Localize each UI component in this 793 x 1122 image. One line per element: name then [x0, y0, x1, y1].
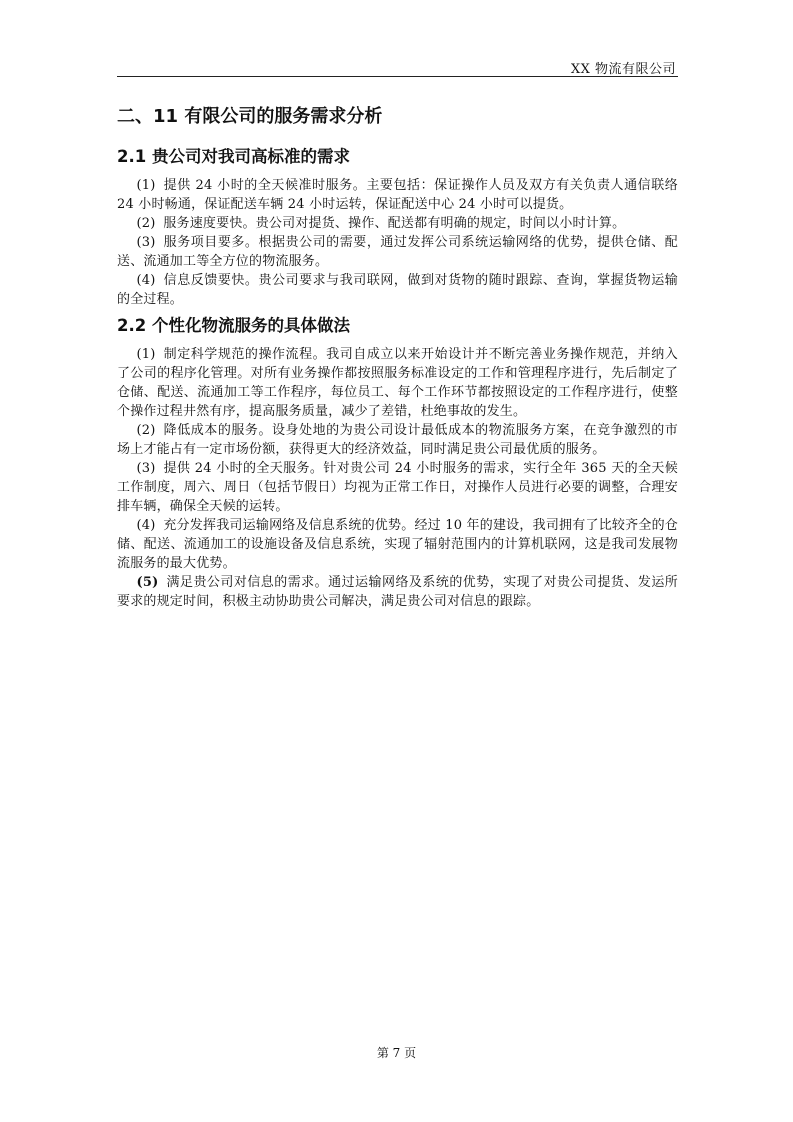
item-number: (5) — [136, 575, 159, 590]
item-text: 降低成本的服务。设身处地的为贵公司设计最低成本的物流服务方案，在竞争激烈的市场上才能占有一定市场份额，获得更大的经济效益，同时满足贵公司最优质的服务。 — [117, 423, 678, 457]
section-heading: 2.1 贵公司对我司高标准的需求 — [117, 147, 350, 166]
item-text: 充分发挥我司运输网络及信息系统的优势。经过 10 年的建设，我司拥有了比较齐全的仓储、配送、流通加工的设施设备及信息系统，实现了辐射范围内的计算机联网，这是我司发展物流服务的最大优势。 — [117, 518, 678, 571]
header-company: XX 物流有限公司 — [570, 62, 676, 77]
paragraph — [117, 345, 678, 421]
item-text: 服务速度要快。贵公司对提货、操作、配送都有明确的规定，时间以小时计算。 — [163, 216, 626, 231]
section-2-2 — [117, 313, 678, 611]
item-text: 信息反馈要快。贵公司要求与我司联网，做到对货物的随时跟踪、查询，掌握货物运输的全过程。 — [117, 273, 678, 307]
paragraph — [117, 214, 678, 233]
item-number: (3) — [136, 235, 156, 250]
item-number: (4) — [136, 518, 156, 533]
page-number: 第 7 页 — [376, 1046, 417, 1060]
paragraph — [117, 176, 678, 214]
item-text: 制定科学规范的操作流程。我司自成立以来开始设计并不断完善业务操作规范，并纳入了公司的程序化管理。对所有业务操作都按照服务标准设定的工作和管理程序进行，先后制定了仓储、配送、流通加工等工作程序，每位员工、每个工作环节都按照设定的工作程序进行，使整个操作过程井然有序，提高服务质量，减少了差错，杜绝事故的发生。 — [117, 347, 678, 419]
document-body — [117, 104, 678, 615]
item-number: (1) — [136, 347, 156, 362]
item-text: 服务项目要多。根据贵公司的需要，通过发挥公司系统运输网络的优势，提供仓储、配送、流通加工等全方位的物流服务。 — [117, 235, 678, 269]
paragraph — [117, 271, 678, 309]
item-number: (2) — [136, 423, 156, 438]
paragraph — [117, 459, 678, 516]
header-rule — [117, 76, 678, 77]
item-text: 提供 24 小时的全天候准时服务。主要包括：保证操作人员及双方有关负责人通信联络 24 小时畅通，保证配送车辆 24 小时运转，保证配送中心 24 小时可以提货。 — [117, 178, 678, 212]
paragraph — [117, 573, 678, 611]
item-text: 满足贵公司对信息的需求。通过运输网络及系统的优势，实现了对贵公司提货、发运所要求的规定时间，积极主动协助贵公司解决，满足贵公司对信息的跟踪。 — [117, 575, 678, 609]
paragraph — [117, 233, 678, 271]
paragraph — [117, 421, 678, 459]
item-number: (4) — [136, 273, 156, 288]
item-number: (1) — [136, 178, 156, 193]
paragraph — [117, 516, 678, 573]
section-heading: 2.2 个性化物流服务的具体做法 — [117, 316, 350, 335]
item-number: (3) — [136, 461, 156, 476]
page-title: 二、11 有限公司的服务需求分析 — [117, 106, 383, 127]
section-2-1 — [117, 144, 678, 309]
item-number: (2) — [136, 216, 156, 231]
item-text: 提供 24 小时的全天服务。针对贵公司 24 小时服务的需求，实行全年 365 天的全天候工作制度，周六、周日（包括节假日）均视为正常工作日，对操作人员进行必要的调整，合理安排车辆，确保全天候的运转。 — [117, 461, 678, 514]
